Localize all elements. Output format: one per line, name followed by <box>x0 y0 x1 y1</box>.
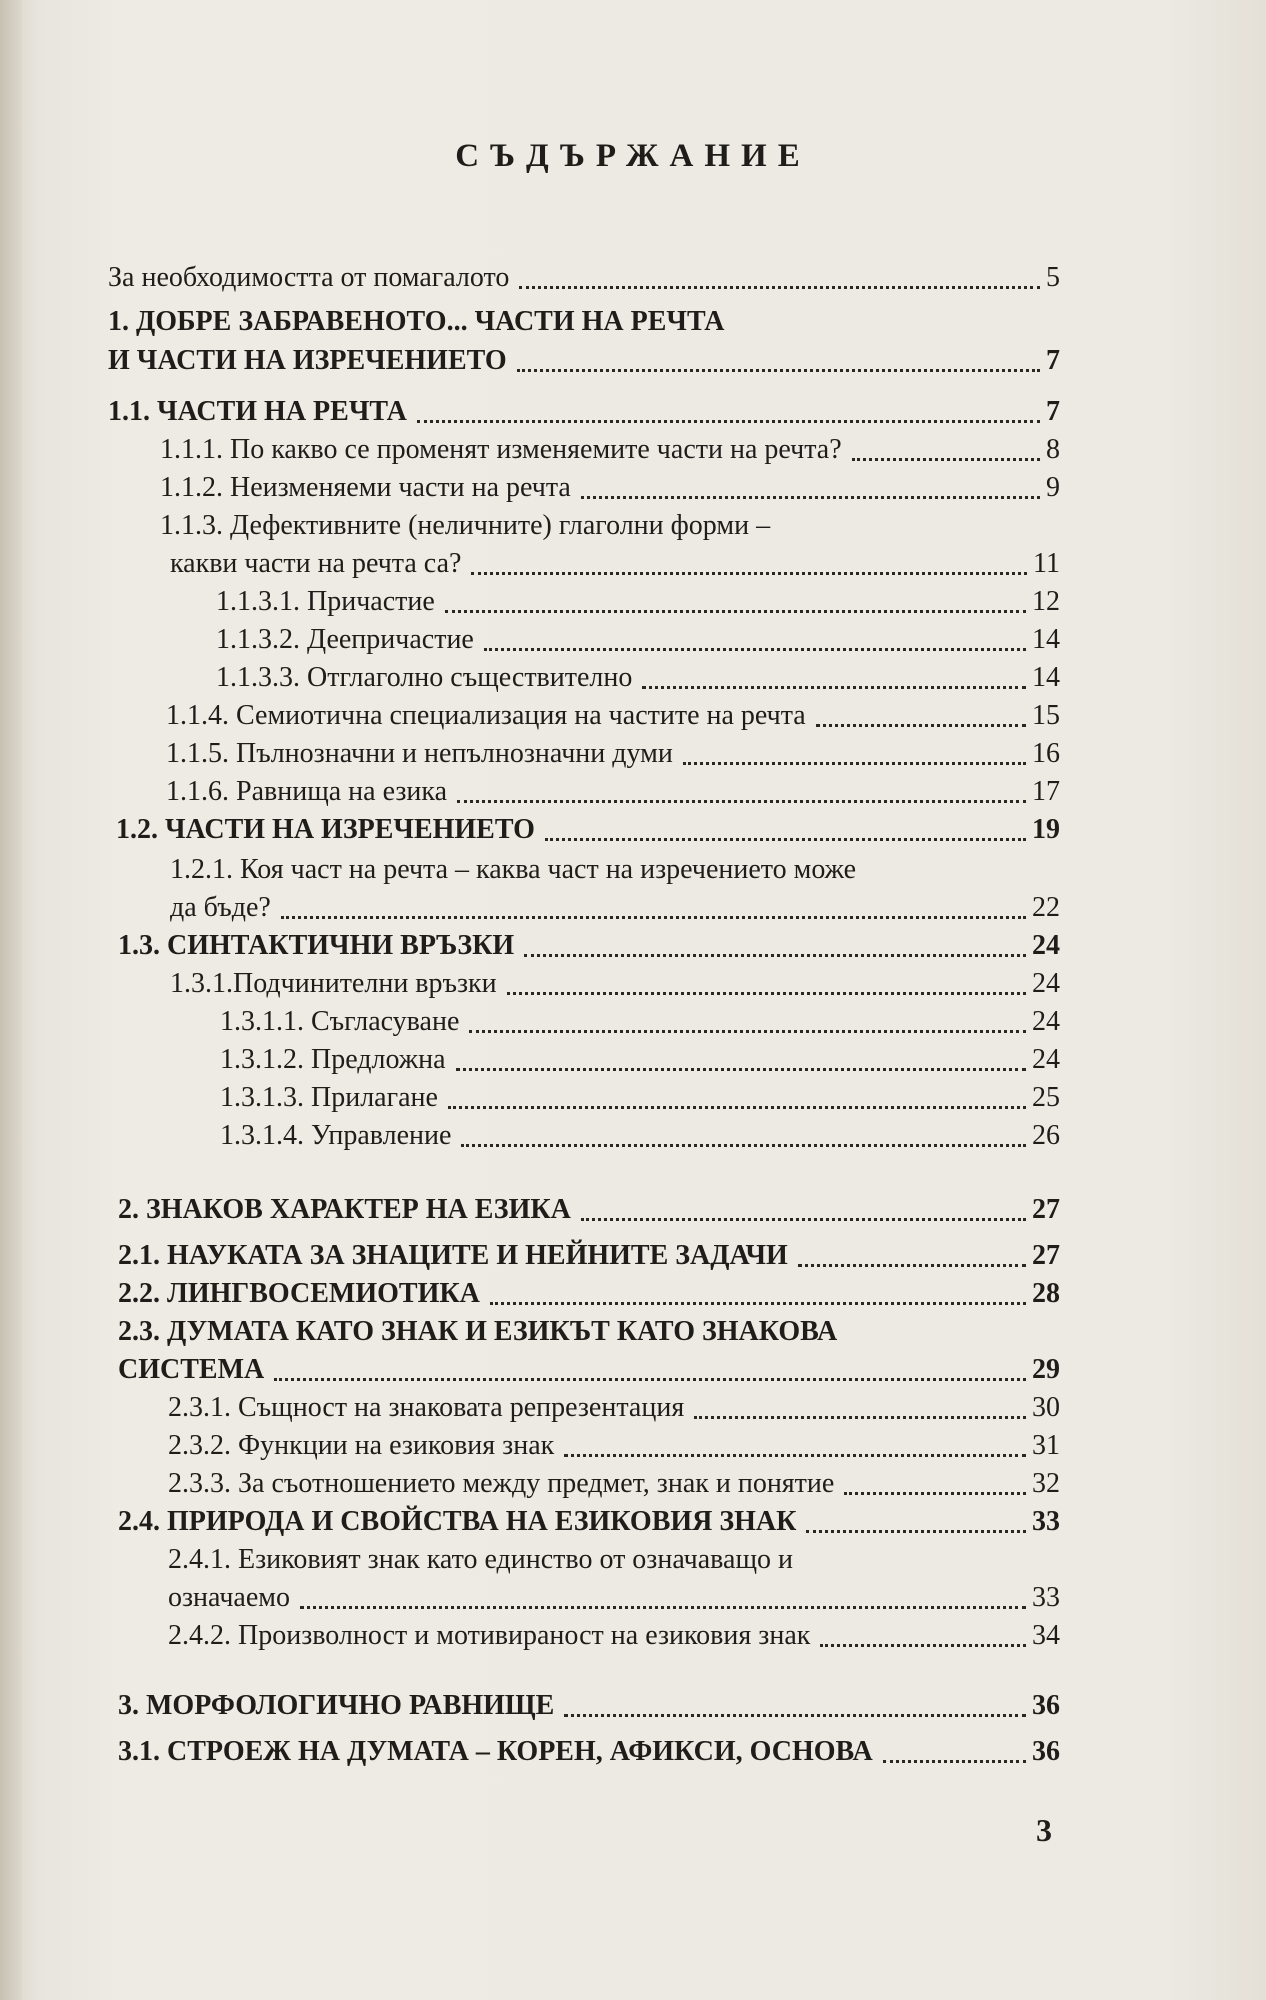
toc-entry[interactable] <box>216 586 1060 620</box>
toc-entry[interactable] <box>166 776 1060 810</box>
toc-entry-label: 1. ДОБРЕ ЗАБРАВЕНОТО... ЧАСТИ НА РЕЧТА <box>108 306 725 337</box>
toc-entry[interactable] <box>108 345 1060 379</box>
leader-dots <box>798 1264 1026 1267</box>
toc-entry[interactable] <box>118 1354 1060 1388</box>
leader-dots <box>274 1378 1026 1381</box>
toc-entry-label: 2.1. НАУКАТА ЗА ЗНАЦИТЕ И НЕЙНИТЕ ЗАДАЧИ <box>118 1240 788 1271</box>
toc-entry[interactable] <box>166 700 1060 734</box>
toc-entry-page: 24 <box>1032 930 1060 961</box>
leader-dots <box>545 838 1026 841</box>
toc-entry-page: 14 <box>1032 624 1060 655</box>
toc-entry[interactable] <box>170 548 1060 582</box>
toc-entry[interactable] <box>108 396 1060 430</box>
toc-entry[interactable] <box>118 1690 1060 1724</box>
toc-entry[interactable] <box>160 472 1060 506</box>
toc-entry-page: 12 <box>1032 586 1060 617</box>
leader-dots <box>581 1218 1026 1221</box>
toc-entry-label: 1.3.1.2. Предложна <box>220 1044 446 1075</box>
toc-entry[interactable] <box>220 1006 1060 1040</box>
leader-dots <box>469 1030 1026 1033</box>
toc-entry[interactable] <box>166 738 1060 772</box>
leader-dots <box>642 686 1026 689</box>
toc-entry-label: 1.1.3.1. Причастие <box>216 586 435 617</box>
leader-dots <box>844 1492 1026 1495</box>
toc-entry-page: 24 <box>1032 1006 1060 1037</box>
leader-dots <box>524 954 1026 957</box>
leader-dots <box>564 1454 1026 1457</box>
toc-entry-label: 1.1.3.2. Деепричастие <box>216 624 474 655</box>
toc-entry-page: 34 <box>1032 1620 1060 1651</box>
toc-entry[interactable] <box>220 1120 1060 1154</box>
toc-entry[interactable] <box>168 1620 1060 1654</box>
toc-entry[interactable] <box>170 892 1060 926</box>
toc-entry-label: 1.2. ЧАСТИ НА ИЗРЕЧЕНИЕТО <box>116 814 535 845</box>
toc-entry-label: 2.4.2. Произволност и мотивираност на езиковия знак <box>168 1620 811 1651</box>
toc-entry-page: 16 <box>1032 738 1060 769</box>
toc-entry-label: 1.1.4. Семиотична специализация на частите на речта <box>166 700 806 731</box>
toc-entry[interactable] <box>216 662 1060 696</box>
toc-entry-page: 24 <box>1032 968 1060 999</box>
toc-entry-label: 1.1. ЧАСТИ НА РЕЧТА <box>108 396 407 427</box>
leader-dots <box>484 648 1026 651</box>
toc-entry-page: 28 <box>1032 1278 1060 1309</box>
toc-entry-label: 3.1. СТРОЕЖ НА ДУМАТА – КОРЕН, АФИКСИ, ОСНОВА <box>118 1736 873 1767</box>
leader-dots <box>461 1144 1026 1147</box>
toc-entry[interactable] <box>170 968 1060 1002</box>
toc-entry-label: 2.3.3. За съотношението между предмет, знак и понятие <box>168 1468 835 1499</box>
toc-entry-page: 9 <box>1046 472 1060 503</box>
toc-entry[interactable] <box>220 1044 1060 1078</box>
toc-entry-label: 1.3.1.4. Управление <box>220 1120 452 1151</box>
toc-entry[interactable] <box>220 1082 1060 1116</box>
toc-entry-label: 1.3.1.Подчинителни връзки <box>170 968 497 999</box>
leader-dots <box>281 916 1026 919</box>
toc-entry[interactable] <box>118 1736 1060 1770</box>
toc-entry-page: 36 <box>1032 1736 1060 1767</box>
leader-dots <box>564 1714 1026 1717</box>
toc-entry-label-continued: означаемо <box>168 1582 291 1613</box>
leader-dots <box>300 1606 1026 1609</box>
toc-entry-page: 15 <box>1032 700 1060 731</box>
toc-entry-label-continued: СИСТЕМА <box>118 1354 265 1385</box>
leader-dots <box>471 572 1027 575</box>
toc-entry-page: 8 <box>1046 434 1060 465</box>
toc-entry-label-continued: И ЧАСТИ НА ИЗРЕЧЕНИЕТО <box>108 345 507 376</box>
toc-entry[interactable] <box>116 814 1060 848</box>
leader-dots <box>883 1760 1026 1763</box>
toc-entry-label: 3. МОРФОЛОГИЧНО РАВНИЩЕ <box>118 1690 555 1721</box>
leader-dots <box>417 420 1040 423</box>
toc-entry-page: 25 <box>1032 1082 1060 1113</box>
toc-entry-page: 36 <box>1032 1690 1060 1721</box>
toc-entry-label: 1.1.1. По какво се променят изменяемите части на речта? <box>160 434 842 465</box>
leader-dots <box>507 992 1026 995</box>
leader-dots <box>445 610 1026 613</box>
leader-dots <box>820 1644 1026 1647</box>
toc-entry-page: 33 <box>1032 1506 1060 1537</box>
toc-entry[interactable] <box>118 1240 1060 1274</box>
toc-entry[interactable] <box>168 1468 1060 1502</box>
leader-dots <box>517 369 1040 372</box>
toc-entry-label: За необходимостта от помагалото <box>108 262 510 293</box>
page-title: СЪДЪРЖАНИЕ <box>455 138 811 174</box>
book-spine-shadow <box>0 0 22 2000</box>
leader-dots <box>448 1106 1026 1109</box>
toc-entry-page: 29 <box>1032 1354 1060 1385</box>
toc-entry-page: 14 <box>1032 662 1060 693</box>
toc-entry-label: 1.1.6. Равнища на езика <box>166 776 448 807</box>
toc-entry-page: 11 <box>1033 548 1060 579</box>
toc-entry-page: 5 <box>1046 262 1060 293</box>
toc-entry[interactable] <box>160 434 1060 468</box>
toc-entry[interactable] <box>108 262 1060 296</box>
toc-entry-page: 7 <box>1046 396 1060 427</box>
toc-entry-page: 19 <box>1032 814 1060 845</box>
toc-entry-label: 2.3.2. Функции на езиковия знак <box>168 1430 555 1461</box>
leader-dots <box>694 1416 1026 1419</box>
toc-entry[interactable] <box>168 1430 1060 1464</box>
toc-entry-label-continued: да бъде? <box>170 892 271 923</box>
leader-dots <box>852 458 1040 461</box>
toc-entry-label: 2.3.1. Същност на знаковата репрезентация <box>168 1392 685 1423</box>
toc-entry-page: 22 <box>1032 892 1060 923</box>
leader-dots <box>581 496 1040 499</box>
toc-entry-page: 27 <box>1032 1240 1060 1271</box>
toc-entry-label: 2. ЗНАКОВ ХАРАКТЕР НА ЕЗИКА <box>118 1194 571 1225</box>
toc-entry-page: 17 <box>1032 776 1060 807</box>
toc-entry-label: 2.4. ПРИРОДА И СВОЙСТВА НА ЕЗИКОВИЯ ЗНАК <box>118 1506 797 1537</box>
toc-entry-label: 2.2. ЛИНГВОСЕМИОТИКА <box>118 1278 480 1309</box>
toc-entry[interactable] <box>118 1506 1060 1540</box>
toc-entry-label: 1.2.1. Коя част на речта – каква част на изречението може <box>170 854 857 885</box>
toc-entry[interactable] <box>168 1392 1060 1426</box>
page-number: 3 <box>1036 1812 1052 1848</box>
toc-entry-label: 2.3. ДУМАТА КАТО ЗНАК И ЕЗИКЪТ КАТО ЗНАКОВА <box>118 1316 838 1347</box>
toc-entry-page: 33 <box>1032 1582 1060 1613</box>
toc-entry-label: 1.1.3. Дефективните (неличните) глаголни форми – <box>160 510 771 541</box>
toc-entry-page: 31 <box>1032 1430 1060 1461</box>
toc-entry-page: 26 <box>1032 1120 1060 1151</box>
toc-entry-label: 1.3. СИНТАКТИЧНИ ВРЪЗКИ <box>118 930 515 961</box>
toc-entry-label: 2.4.1. Езиковият знак като единство от означаващо и <box>168 1544 793 1575</box>
leader-dots <box>519 286 1040 289</box>
toc-entry[interactable] <box>118 1278 1060 1312</box>
toc-entry[interactable] <box>168 1582 1060 1616</box>
toc-entry-page: 30 <box>1032 1392 1060 1423</box>
leader-dots <box>816 724 1026 727</box>
toc-entry[interactable] <box>118 1194 1060 1228</box>
toc-entry-page: 32 <box>1032 1468 1060 1499</box>
toc-entry[interactable] <box>118 930 1060 964</box>
leader-dots <box>490 1302 1026 1305</box>
toc-entry-label-continued: какви части на речта са? <box>170 548 462 579</box>
leader-dots <box>457 800 1026 803</box>
toc-entry-page: 27 <box>1032 1194 1060 1225</box>
toc-entry-label: 1.3.1.3. Прилагане <box>220 1082 438 1113</box>
toc-entry-page: 24 <box>1032 1044 1060 1075</box>
toc-entry-label: 1.1.3.3. Отглаголно съществително <box>216 662 633 693</box>
leader-dots <box>683 762 1026 765</box>
toc-entry-label: 1.3.1.1. Съгласуване <box>220 1006 460 1037</box>
toc-entry-label: 1.1.2. Неизменяеми части на речта <box>160 472 571 503</box>
toc-entry-page: 7 <box>1046 345 1060 376</box>
leader-dots <box>806 1530 1026 1533</box>
toc-entry[interactable] <box>216 624 1060 658</box>
toc-entry-label: 1.1.5. Пълнозначни и непълнозначни думи <box>166 738 673 769</box>
leader-dots <box>456 1068 1026 1071</box>
